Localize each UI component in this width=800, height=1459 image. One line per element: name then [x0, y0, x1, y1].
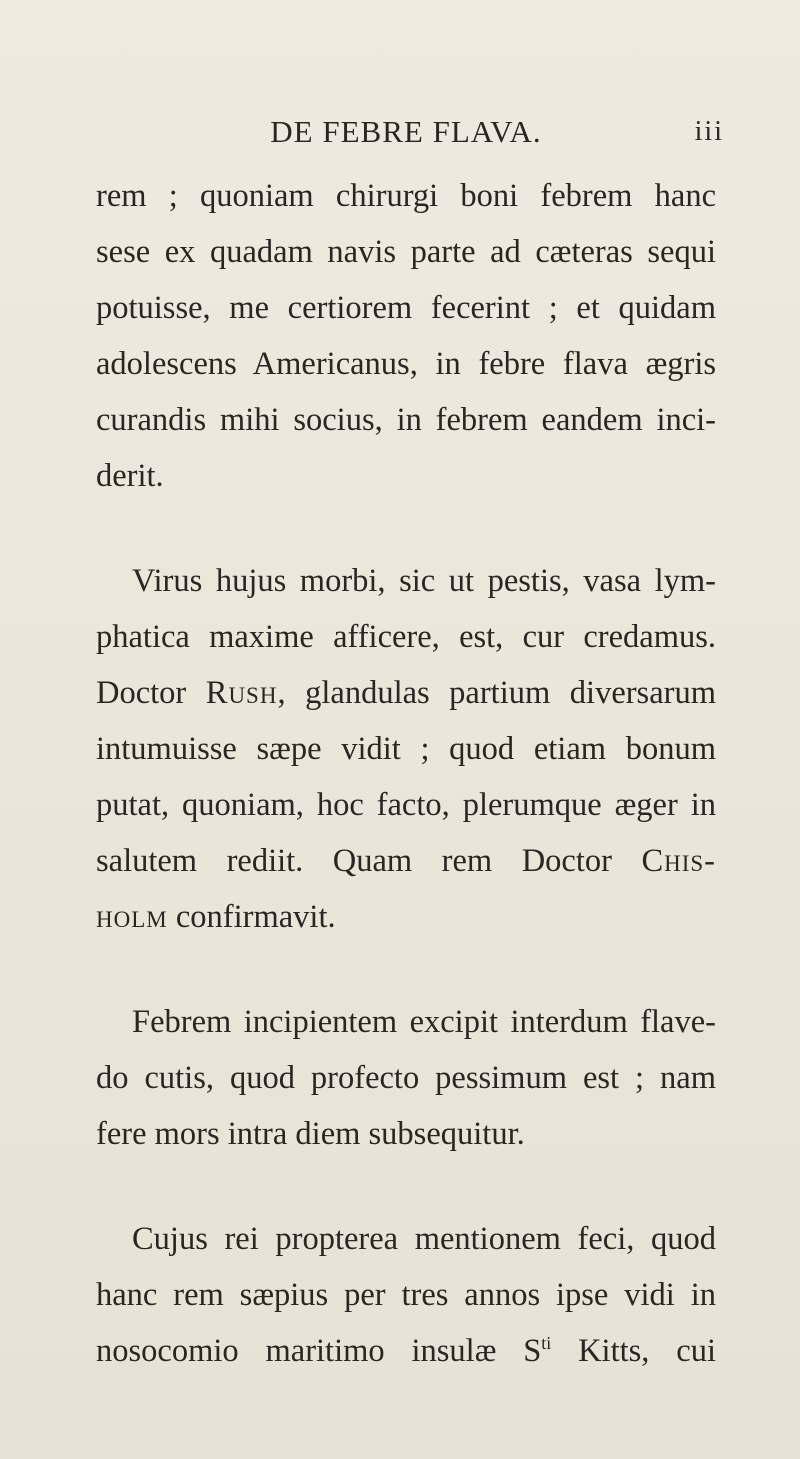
paragraph-gap [96, 945, 716, 994]
page-number: iii [694, 116, 724, 147]
person-name-chisholm-part1: Chis- [641, 843, 716, 879]
text-line: fere mors intra diem subsequitur. [96, 1116, 525, 1152]
text-line: do cutis, quod profecto pessimum est ; nam [96, 1060, 716, 1096]
paragraph-4 [96, 1211, 716, 1379]
text-fragment: salutem rediit. Quam rem Doctor [96, 843, 642, 879]
text-fragment: , glandulas partium diversarum [277, 675, 716, 711]
text-line [96, 665, 716, 721]
text-line: derit. [96, 458, 164, 494]
person-name-chisholm-part2: holm [96, 899, 168, 935]
text-line: Febrem incipientem excipit interdum flave- [132, 1004, 716, 1040]
text-line: potuisse, me certiorem fecerint ; et quidam [96, 290, 716, 326]
text-line: phatica maxime afficere, est, cur credamus. [96, 619, 716, 655]
text-line: putat, quoniam, hoc facto, plerumque æger in [96, 787, 716, 823]
paragraph-1 [96, 168, 716, 504]
running-head [96, 112, 724, 152]
text-line: sese ex quadam navis parte ad cæteras sequi [96, 234, 716, 270]
text-line [96, 1323, 716, 1379]
text-line: Virus hujus morbi, sic ut pestis, vasa lym- [132, 563, 716, 599]
text-line: adolescens Americanus, in febre flava ægris [96, 346, 716, 382]
paragraph-3 [96, 994, 716, 1162]
text-fragment: Doctor [96, 675, 206, 711]
text-line: rem ; quoniam chirurgi boni febrem hanc [96, 178, 716, 214]
person-name-rush: Rush [205, 675, 278, 711]
text-fragment: nosocomio maritimo insulæ S [96, 1333, 542, 1369]
paragraph-2 [96, 553, 716, 945]
running-title: DE FEBRE FLAVA. [270, 114, 542, 149]
text-fragment: confirmavit. [167, 899, 336, 935]
superscript: ti [541, 1333, 552, 1354]
body-text [96, 168, 716, 1379]
text-line [96, 833, 716, 889]
text-line: intumuisse sæpe vidit ; quod etiam bonum [96, 731, 716, 767]
text-line: hanc rem sæpius per tres annos ipse vidi in [96, 1277, 716, 1313]
text-line: Cujus rei propterea mentionem feci, quod [132, 1221, 716, 1257]
paragraph-gap [96, 1162, 716, 1211]
paragraph-gap [96, 504, 716, 553]
text-line [96, 889, 716, 945]
text-fragment: Kitts, cui [551, 1333, 716, 1369]
text-line: curandis mihi socius, in febrem eandem inci- [96, 402, 716, 438]
